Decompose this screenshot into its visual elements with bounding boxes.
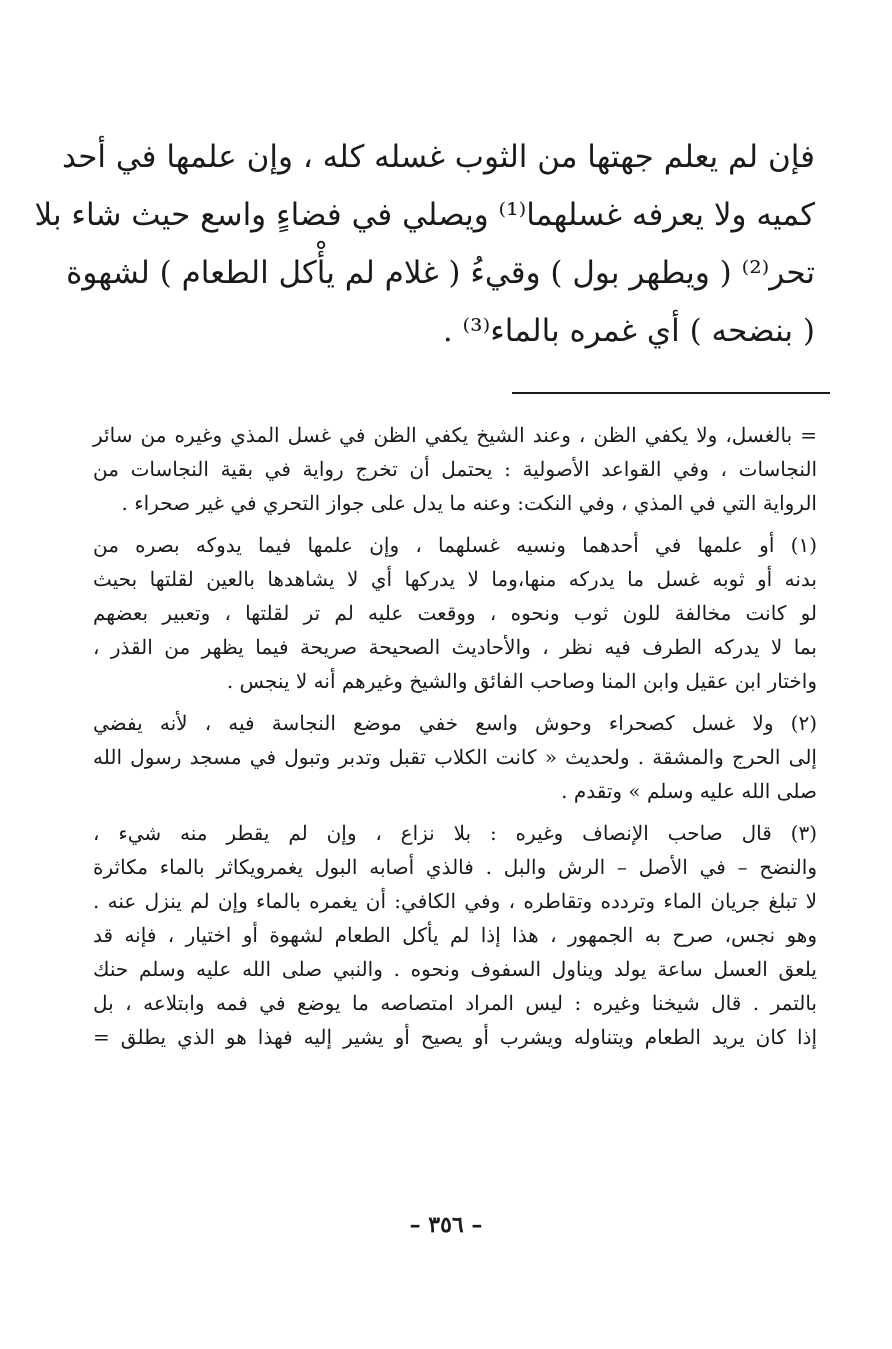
footnote-line: يلعق العسل ساعة يولد ويناول السفوف ونحوه . والنبي صلى الله عليه وسلم حنك — [93, 957, 817, 981]
footnote-line: (٢) ولا غسل كصحراء وحوش واسع خفي موضع النجاسة فيه ، لأنه يفضي — [93, 711, 817, 735]
footnote-3 — [93, 816, 817, 1054]
footnote-separator-rule — [512, 392, 830, 394]
main-text-line: فإن لم يعلم جهتها من الثوب غسله كله ، وإن علمها في أحد — [61, 139, 815, 175]
footnote-line: (٣) قال صاحب الإنصاف وغيره : بلا نزاع ، وإن لم يقطر منه شيء ، — [93, 821, 817, 845]
footnote-line: = بالغسل، ولا يكفي الظن ، وعند الشيخ يكفي الظن في غسل المذي وغيره من سائر — [93, 423, 817, 447]
footnote-line: الرواية التي في المذي ، وفي النكت: وعنه ما يدل على جواز التحري في غير صحراء . — [121, 491, 817, 515]
footnote-line: بما لا يدركه الطرف فيه نظر ، والأحاديث الصحيحة صريحة فيما يظهر من القذر ، — [93, 635, 817, 659]
main-text-line: ( بنضحه ) أي غمره بالماء⁽³⁾ . — [442, 313, 815, 349]
footnote-line: إذا كان يريد الطعام ويتناوله ويشرب أو يصيح أو يشير إليه فهذا هو الذي يطلق = — [93, 1025, 817, 1049]
footnote-continuation — [93, 418, 817, 520]
footnote-2 — [93, 706, 817, 808]
footnote-line: والنضح – في الأصل – الرش والبل . فالذي أصابه البول يغمرويكاثر بالماء مكاثرة — [93, 855, 817, 879]
footnote-line: بدنه أو ثوبه غسل ما يدركه منها،وما لا يدركها أي لا يشاهدها بالعين لقلتها بحيث — [93, 567, 817, 591]
footnote-line: وهو نجس، صرح به الجمهور ، هذا إذا لم يأكل الطعام لشهوة أو اختيار ، فإنه قد — [93, 923, 817, 947]
footnote-line: النجاسات ، وفي القواعد الأصولية : يحتمل أن تخرج رواية في بقية النجاسات من — [93, 457, 817, 481]
footnotes — [93, 418, 817, 1062]
page-number: – ٣٥٦ – — [409, 1212, 483, 1238]
footnote-line: بالتمر . قال شيخنا وغيره : ليس المراد امتصاصه ما يوضع في فمه وابتلاعه ، بل — [93, 991, 817, 1015]
footnote-line: لا تبلغ جريان الماء وتردده وتقاطره ، وفي الكافي: أن يغمره بالماء وإن لم ينزل عنه . — [93, 889, 817, 913]
main-text-line: كميه ولا يعرفه غسلهما⁽¹⁾ ويصلي في فضاءٍ واسع حيث شاء بلا — [34, 197, 815, 233]
footnote-line: واختار ابن عقيل وابن المنا وصاحب الفائق والشيخ وغيرهم أنه لا ينجس . — [226, 669, 817, 693]
footnote-line: (١) أو علمها في أحدهما ونسيه غسلهما ، وإن علمها فيما يدوكه بصره من — [93, 533, 817, 557]
footnote-line: إلى الحرج والمشقة . ولحديث « كانت الكلاب تقبل وتدبر وتبول في مسجد رسول الله — [93, 745, 817, 769]
footnote-line: لو كانت مخالفة للون ثوب ونحوه ، ووقعت عليه لم تر لقلتها ، وتعبير بعضهم — [93, 601, 817, 625]
main-text-line: تحر⁽²⁾ ( ويطهر بول ) وقيءُ ( غلام لم يأْكل الطعام ) لشهوة — [66, 255, 815, 291]
main-text — [34, 128, 815, 360]
footnote-1 — [93, 528, 817, 698]
footnote-line: صلى الله عليه وسلم » وتقدم . — [561, 779, 817, 803]
